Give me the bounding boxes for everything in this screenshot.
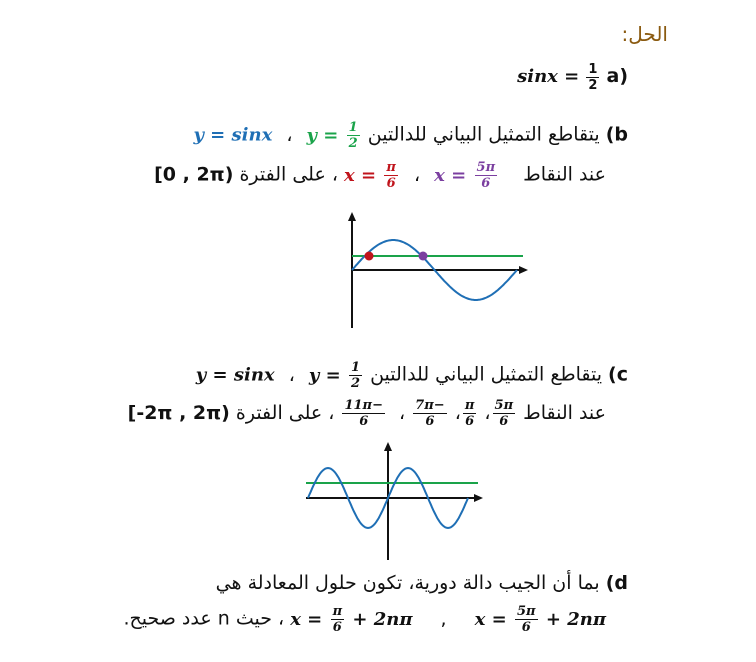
graph2-x-arrow <box>474 494 483 502</box>
part-c-point-2: $\frac{\pi}{6}$ <box>464 398 475 429</box>
part-c-text1: يتقاطع التمثيل البياني للدالتين <box>370 363 602 386</box>
part-b-line2: عند النقاط x = $\frac{5\pi}{6}$ ، x = $\frac{\pi}{6}$ ، على الفترة [0 , 2π) <box>154 160 606 191</box>
part-c-point-4: $\frac{-11\pi}{6}$ <box>344 398 383 429</box>
part-d-line1 <box>216 572 628 594</box>
part-a-letter: (a <box>606 65 628 87</box>
part-c-interval-text: ، على الفترة <box>235 402 335 424</box>
part-c-line1: c) يتقاطع التمثيل البياني للدالتين y = $\frac{1}{2}$ ، y = sinx <box>195 360 628 391</box>
part-c-point-1: $\frac{5\pi}{6}$ <box>494 398 514 429</box>
part-a <box>517 62 628 93</box>
graph1-x-arrow <box>519 266 528 274</box>
part-d-tail: ، حيث n عدد صحيح. <box>123 607 285 630</box>
part-c-line2: عند النقاط $\frac{5\pi}{6}$ ، $\frac{\pi}{6}$ ، $\frac{-7\pi}{6}$ ، $\frac{-11\pi}{6}$ ، على الفترة [-2π , 2π) <box>127 398 606 429</box>
graph1-y-arrow <box>348 212 356 221</box>
graph-interval-neg2pi-2pi <box>300 440 490 565</box>
part-c-points-intro: عند النقاط <box>523 402 606 424</box>
graph2-y-arrow <box>384 442 392 451</box>
graph1-point-purple <box>419 252 428 261</box>
solution-heading: الحل: <box>621 22 668 46</box>
part-a-fraction: $\frac{1}{2}$ <box>588 62 598 93</box>
part-b-interval-text: ، على الفترة <box>239 163 338 186</box>
part-d-solution-1: x = $\frac{5\pi}{6}$ + 2nπ <box>474 604 606 635</box>
graph1-point-red <box>365 252 374 261</box>
part-b-purple-x: x = $\frac{5\pi}{6}$ <box>434 160 496 191</box>
part-a-equation: sinx = <box>517 66 580 87</box>
part-c-point-3: $\frac{-7\pi}{6}$ <box>415 398 445 429</box>
part-c-eq2: y = sinx <box>195 364 275 386</box>
part-d-line2: x = $\frac{5\pi}{6}$ + 2nπ , x = $\frac{\pi}{6}$ + 2nπ ، حيث n عدد صحيح. <box>123 604 606 635</box>
part-b-text1: يتقاطع التمثيل البياني للدالتين <box>367 123 600 146</box>
part-c-eq1: y = $\frac{1}{2}$ <box>308 360 361 391</box>
part-c-letter: c) <box>608 363 628 386</box>
part-d-solution-2: x = $\frac{\pi}{6}$ + 2nπ <box>290 604 413 635</box>
part-c-interval: [-2π , 2π) <box>127 402 230 424</box>
part-b-green-eq: y = $\frac{1}{2}$ <box>306 120 358 151</box>
part-b-blue-eq: y = sinx <box>193 124 273 146</box>
part-b-line1: b) يتقاطع التمثيل البياني للدالتين y = $\frac{1}{2}$ ، y = sinx <box>193 120 628 151</box>
part-d-text1: بما أن الجيب دالة دورية، تكون حلول المعادلة هي <box>215 572 600 594</box>
graph-interval-0-2pi <box>335 210 535 335</box>
part-b-red-x: x = $\frac{\pi}{6}$ <box>344 160 396 191</box>
part-b-interval: [0 , 2π) <box>154 163 234 186</box>
part-b-points-intro: عند النقاط <box>523 163 606 186</box>
part-b-letter: b) <box>605 123 628 146</box>
part-d-letter: d) <box>605 572 628 594</box>
